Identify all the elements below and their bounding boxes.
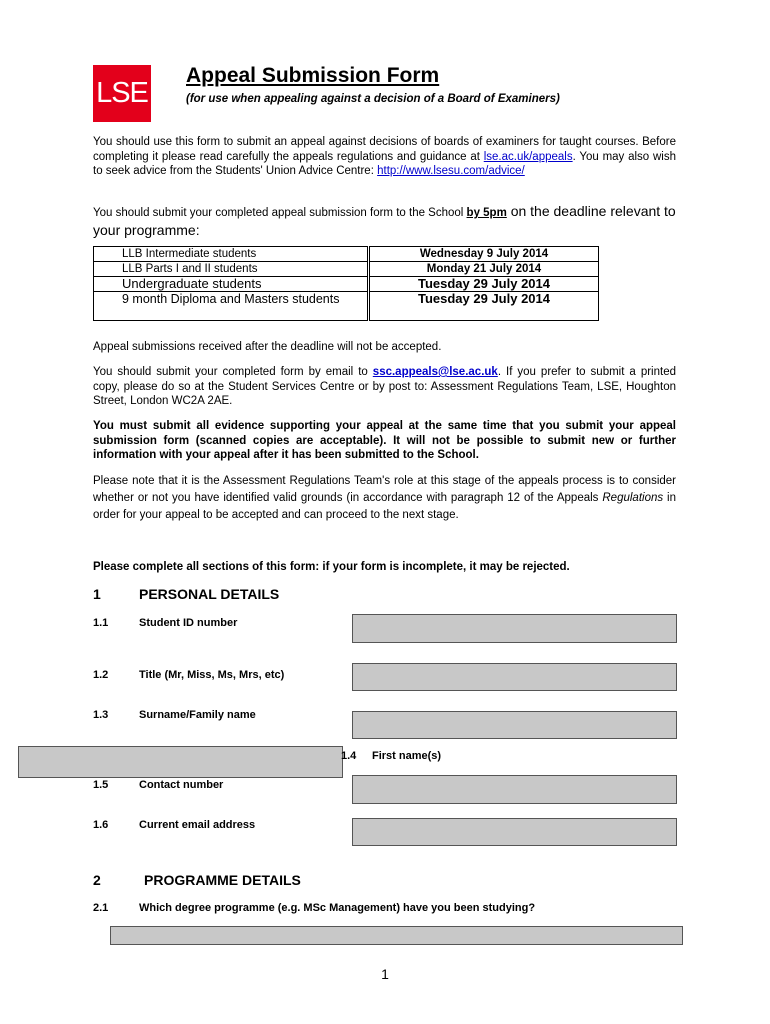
- advice-centre-link[interactable]: http://www.lsesu.com/advice/: [377, 165, 525, 177]
- contact-number-label: Contact number: [139, 779, 224, 791]
- title-label: Title (Mr, Miss, Ms, Mrs, etc): [139, 669, 285, 681]
- field-number: 1.4: [341, 750, 357, 762]
- table-row: 9 month Diploma and Masters students Tuesday 29 July 2014: [94, 292, 599, 321]
- lse-logo: LSE: [93, 65, 151, 122]
- section-2-heading: 2 PROGRAMME DETAILS: [93, 872, 301, 888]
- table-row: Undergraduate students Tuesday 29 July 2014: [94, 277, 599, 292]
- field-number: 2.1: [93, 902, 109, 914]
- page-title: Appeal Submission Form: [186, 64, 440, 87]
- email-paragraph: You should submit your completed form by email to ssc.appeals@lse.ac.uk. If you prefer to submit a printed copy, please do so at the Student Services Centre or by post to: Assessment Regulations Team, LSE, Houghton Street, London WC2A 2AE.: [93, 366, 676, 407]
- surname-label: Surname/Family name: [139, 709, 256, 721]
- table-row: LLB Intermediate students Wednesday 9 July 2014: [94, 247, 599, 262]
- evidence-note: You must submit all evidence supporting your appeal at the same time that you submit your appeal submission form (scanned copies are acceptable). It will not be possible to submit new or further information with your appeal after it has been submitted to the School.: [93, 420, 676, 461]
- email-link[interactable]: ssc.appeals@lse.ac.uk: [372, 366, 498, 378]
- field-number: 1.2: [93, 669, 109, 681]
- role-note: Please note that it is the Assessment Regulations Team's role at this stage of the appeals process is to consider whether or not you have identified valid grounds (in accordance with paragraph 12 of the Appeals Regulations in order for your appeal to be accepted and can proceed to the next stage.: [93, 475, 677, 521]
- field-number: 1.5: [93, 779, 109, 791]
- complete-note: Please complete all sections of this form: if your form is incomplete, it may be rejected.: [93, 561, 570, 573]
- deadline-table: [93, 246, 599, 321]
- student-id-label: Student ID number: [139, 617, 238, 629]
- degree-programme-label: Which degree programme (e.g. MSc Management) have you been studying?: [139, 902, 536, 914]
- field-number: 1.6: [93, 819, 109, 831]
- email-field[interactable]: [352, 818, 677, 846]
- page-subtitle: (for use when appealing against a decision of a Board of Examiners): [186, 93, 560, 105]
- deadline-paragraph: You should submit your completed appeal submission form to the School by 5pm on the deadline relevant to your programme:: [93, 203, 676, 238]
- late-note: Appeal submissions received after the deadline will not be accepted.: [93, 341, 442, 353]
- degree-programme-field[interactable]: [110, 926, 683, 945]
- field-number: 1.3: [93, 709, 109, 721]
- page-number: 1: [381, 966, 389, 982]
- first-name-label: First name(s): [372, 750, 442, 762]
- contact-number-field[interactable]: [352, 775, 677, 804]
- first-name-field[interactable]: [18, 746, 343, 778]
- section-1-heading: 1 PERSONAL DETAILS: [93, 586, 280, 602]
- table-row: LLB Parts I and II students Monday 21 July 2014: [94, 262, 599, 277]
- appeals-link[interactable]: lse.ac.uk/appeals: [483, 150, 573, 163]
- student-id-field[interactable]: [352, 614, 677, 643]
- email-label: Current email address: [139, 819, 256, 831]
- intro-paragraph: You should use this form to submit an appeal against decisions of boards of examiners for taught courses. Before completing it please read carefully the appeals regulations and guidance at lse.ac.uk/appeals. You may also wish to seek advice from the Students' Union Advice Centre: http://www.lsesu.com/advice/: [93, 136, 676, 177]
- field-number: 1.1: [93, 617, 109, 629]
- surname-field[interactable]: [352, 711, 677, 739]
- title-field[interactable]: [352, 663, 677, 691]
